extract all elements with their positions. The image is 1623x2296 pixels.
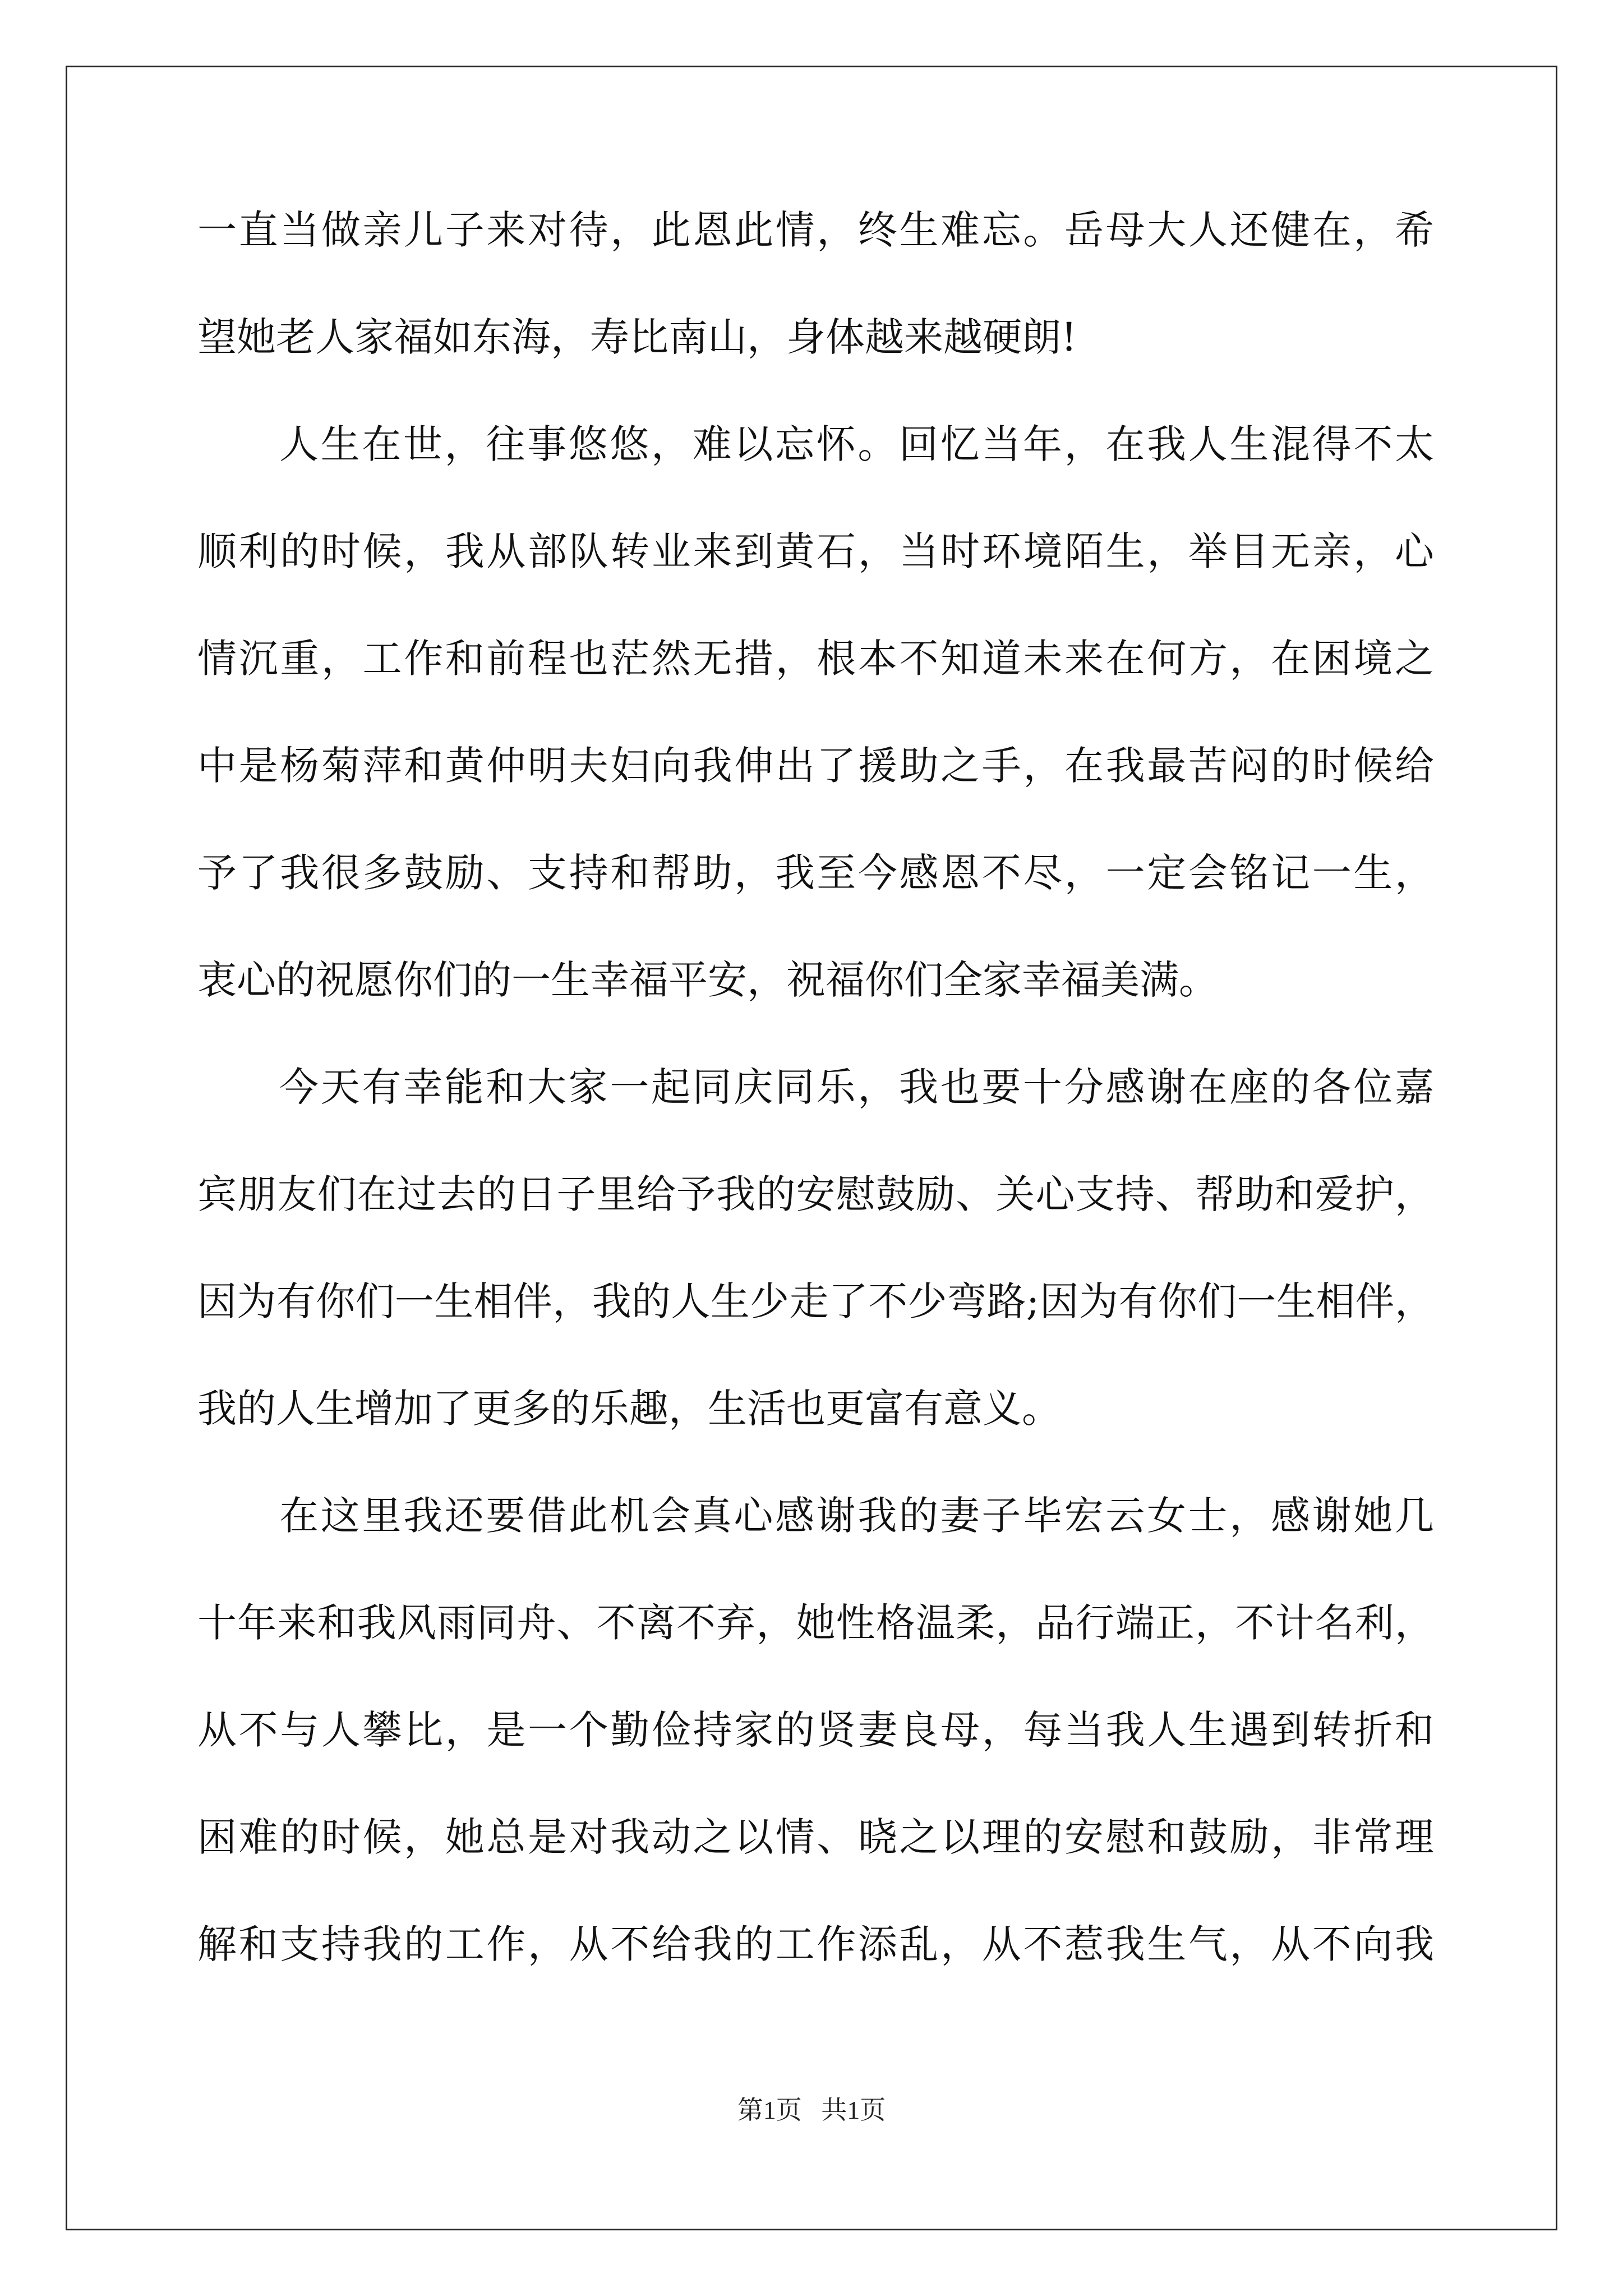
text-line: 中是杨菊萍和黄仲明夫妇向我伸出了援助之手，在我最苦闷的时候给 xyxy=(197,743,1434,789)
text-line: 望她老人家福如东海，寿比南山，身体越来越硬朗! xyxy=(197,314,1077,360)
text-line: 衷心的祝愿你们的一生幸福平安，祝福你们全家幸福美满。 xyxy=(197,957,1218,1003)
text-line: 情沉重，工作和前程也茫然无措，根本不知道未来在何方，在困境之 xyxy=(197,636,1434,682)
text-line: 顺利的时候，我从部队转业来到黄石，当时环境陌生，举目无亲，心 xyxy=(197,528,1434,574)
text-line: 解和支持我的工作，从不给我的工作添乱，从不惹我生气，从不向我 xyxy=(197,1921,1434,1967)
text-line: 因为有你们一生相伴，我的人生少走了不少弯路;因为有你们一生相伴， xyxy=(197,1278,1434,1324)
text-line: 宾朋友们在过去的日子里给予我的安慰鼓励、关心支持、帮助和爱护， xyxy=(197,1171,1434,1217)
page-footer: 第1页 共1页 xyxy=(737,2096,886,2124)
text-line: 十年来和我风雨同舟、不离不弃，她性格温柔，品行端正，不计名利， xyxy=(197,1600,1434,1646)
paragraph-start-line: 在这里我还要借此机会真心感谢我的妻子毕宏云女士，感谢她几 xyxy=(279,1493,1434,1539)
text-line: 从不与人攀比，是一个勤俭持家的贤妻良母，每当我人生遇到转折和 xyxy=(197,1707,1434,1753)
paragraph-start-line: 人生在世，往事悠悠，难以忘怀。回忆当年，在我人生混得不太 xyxy=(279,421,1434,467)
text-line: 我的人生增加了更多的乐趣，生活也更富有意义。 xyxy=(197,1386,1061,1432)
text-line: 一直当做亲儿子来对待，此恩此情，终生难忘。岳母大人还健在，希 xyxy=(197,207,1434,253)
paragraph-start-line: 今天有幸能和大家一起同庆同乐，我也要十分感谢在座的各位嘉 xyxy=(279,1064,1434,1110)
page-border xyxy=(66,66,1557,2230)
text-line: 困难的时候，她总是对我动之以情、晓之以理的安慰和鼓励，非常理 xyxy=(197,1814,1434,1860)
text-line: 予了我很多鼓励、支持和帮助，我至今感恩不尽，一定会铭记一生， xyxy=(197,850,1434,896)
